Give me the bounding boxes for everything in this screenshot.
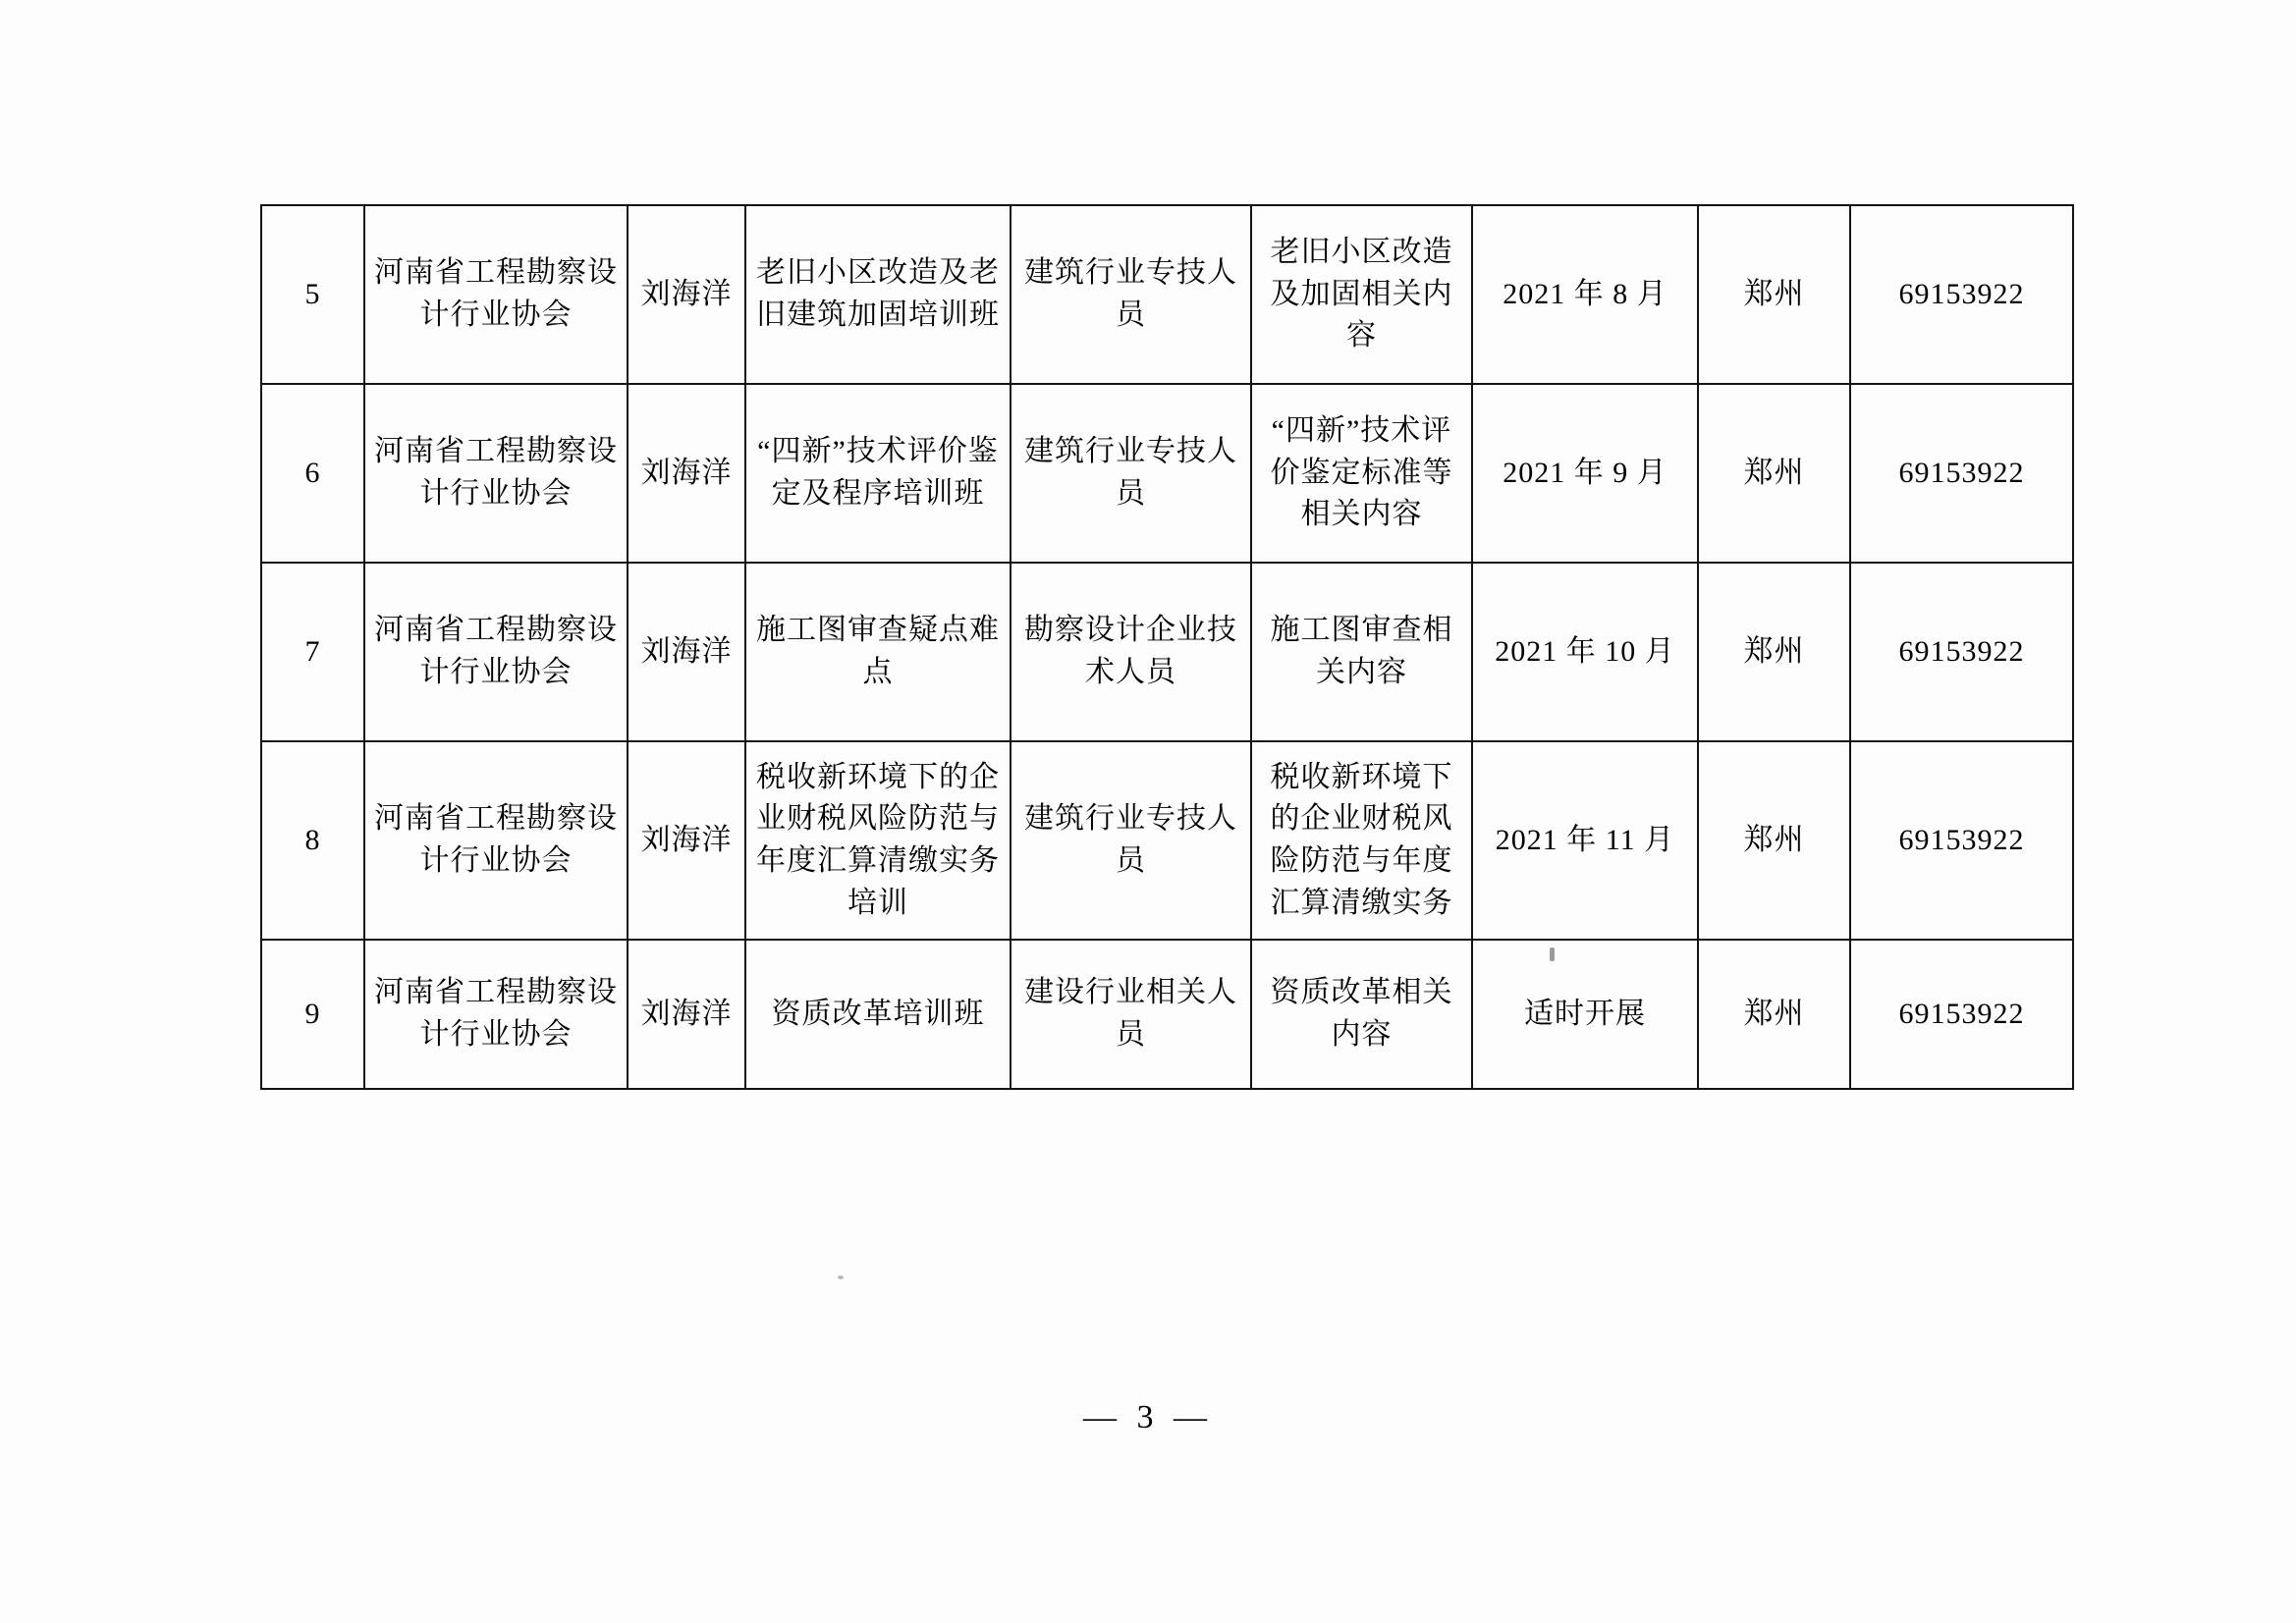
cell-text: 69153922 [1898,277,2025,310]
cell-text: 69153922 [1898,456,2025,489]
cell-text: 刘海洋 [640,277,733,310]
cell-text: 建筑行业专技人员 [1024,256,1237,331]
scan-speck [838,1275,844,1279]
cell-text: 建筑行业专技人员 [1024,435,1237,510]
cell-text: 河南省工程勘察设计行业协会 [374,256,618,331]
cell-time [1472,940,1698,1089]
cell-text: 建筑行业专技人员 [1024,802,1237,877]
training-plan-table [260,204,2074,1090]
table-row [261,741,2073,940]
cell-text: 5 [304,277,321,310]
cell-org [364,205,628,384]
cell-org [364,940,628,1089]
cell-person [628,741,745,940]
cell-text: 施工图审查疑点难点 [756,614,1000,688]
cell-place [1698,940,1850,1089]
cell-phone [1850,940,2073,1089]
cell-text: 6 [304,456,321,489]
cell-text: 刘海洋 [640,997,733,1030]
cell-text: 郑州 [1743,997,1805,1030]
cell-text: 建设行业相关人员 [1024,976,1237,1051]
cell-place [1698,741,1850,940]
cell-text: 8 [304,823,321,856]
cell-text: 69153922 [1898,997,2025,1030]
cell-time [1472,384,1698,563]
cell-target [1011,741,1251,940]
cell-content [1251,940,1472,1089]
cell-target [1011,563,1251,741]
cell-text: 69153922 [1898,823,2025,856]
cell-text: 勘察设计企业技术人员 [1024,614,1237,688]
cell-text: 资质改革培训班 [771,997,985,1030]
cell-text: 郑州 [1743,634,1805,668]
cell-text: 河南省工程勘察设计行业协会 [374,802,618,877]
cell-place [1698,384,1850,563]
table-row [261,205,2073,384]
cell-person [628,940,745,1089]
cell-time [1472,563,1698,741]
cell-text: 河南省工程勘察设计行业协会 [374,976,618,1051]
cell-text: 郑州 [1743,456,1805,489]
cell-content [1251,741,1472,940]
cell-phone [1850,205,2073,384]
cell-no [261,563,364,741]
cell-text: “四新”技术评价鉴定标准等相关内容 [1270,414,1453,531]
cell-content [1251,384,1472,563]
table-row [261,563,2073,741]
cell-text: 2021 年 8 月 [1503,277,1667,310]
cell-text: 河南省工程勘察设计行业协会 [374,435,618,510]
page-number: — 3 — [1083,1399,1213,1435]
cell-text: 刘海洋 [640,823,733,856]
cell-text: 郑州 [1743,823,1805,856]
cell-org [364,741,628,940]
cell-text: 税收新环境下的企业财税风险防范与年度汇算清缴实务培训 [756,760,1000,919]
cell-no [261,741,364,940]
cell-person [628,384,745,563]
cell-phone [1850,741,2073,940]
cell-text: 2021 年 9 月 [1503,456,1667,489]
cell-text: 适时开展 [1524,997,1646,1030]
cell-text: 69153922 [1898,634,2025,668]
cell-target [1011,940,1251,1089]
cell-no [261,205,364,384]
cell-no [261,384,364,563]
cell-text: 老旧小区改造及老旧建筑加固培训班 [756,256,1000,331]
cell-target [1011,205,1251,384]
cell-text: 9 [304,997,321,1030]
cell-course [745,563,1011,741]
cell-text: 2021 年 11 月 [1495,823,1675,856]
cell-place [1698,205,1850,384]
cell-org [364,384,628,563]
cell-text: 郑州 [1743,277,1805,310]
cell-text: 税收新环境下的企业财税风险防范与年度汇算清缴实务 [1270,760,1453,919]
cell-text: 河南省工程勘察设计行业协会 [374,614,618,688]
cell-course [745,384,1011,563]
cell-person [628,205,745,384]
cell-target [1011,384,1251,563]
cell-phone [1850,384,2073,563]
table-row [261,940,2073,1089]
cell-course [745,741,1011,940]
scan-speck [1550,947,1555,961]
table-row [261,384,2073,563]
cell-course [745,940,1011,1089]
cell-text: 2021 年 10 月 [1495,634,1675,668]
cell-text: 资质改革相关内容 [1270,976,1453,1051]
cell-text: 刘海洋 [640,634,733,668]
cell-org [364,563,628,741]
cell-text: 7 [304,634,321,668]
cell-place [1698,563,1850,741]
cell-text: “四新”技术评价鉴定及程序培训班 [757,435,999,510]
cell-person [628,563,745,741]
cell-content [1251,563,1472,741]
cell-content [1251,205,1472,384]
cell-time [1472,741,1698,940]
cell-no [261,940,364,1089]
cell-text: 老旧小区改造及加固相关内容 [1270,236,1453,352]
cell-text: 刘海洋 [640,456,733,489]
cell-phone [1850,563,2073,741]
cell-time [1472,205,1698,384]
cell-course [745,205,1011,384]
cell-text: 施工图审查相关内容 [1270,614,1453,688]
